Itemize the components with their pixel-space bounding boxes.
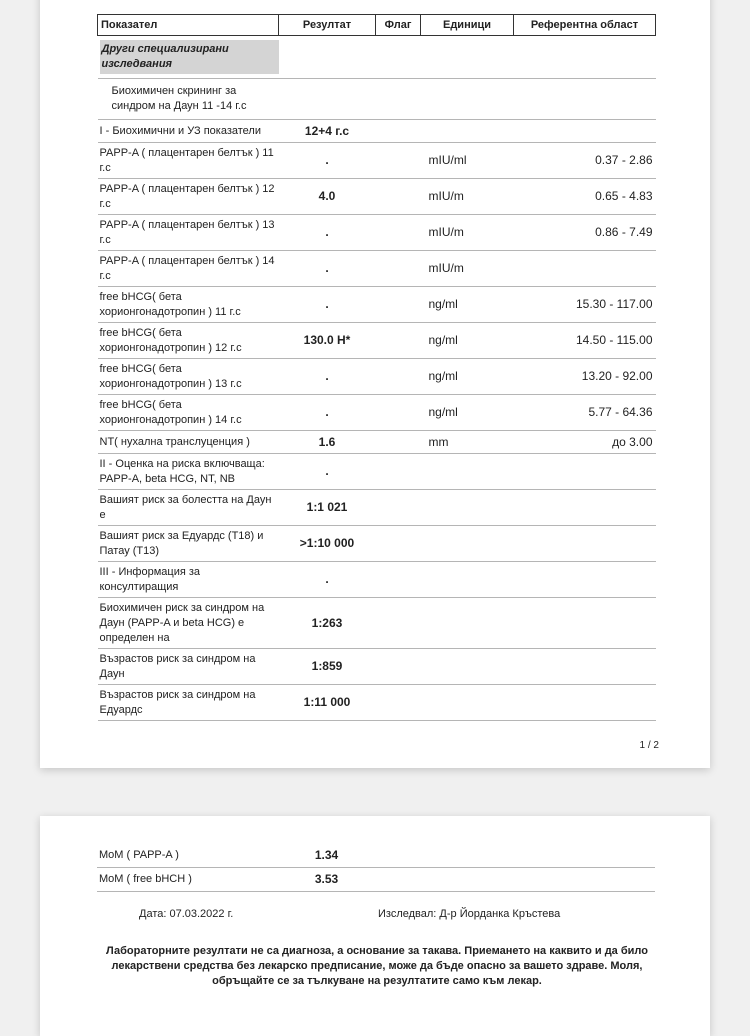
row-unit	[421, 526, 514, 562]
row-name: Възрастов риск за синдром на Едуардс	[98, 685, 279, 721]
row-result: .	[279, 395, 376, 431]
table-row	[98, 431, 656, 454]
row-unit: mm	[421, 431, 514, 454]
row-unit: mIU/m	[421, 179, 514, 215]
row-flag	[376, 143, 421, 179]
row-result: 1:11 000	[279, 685, 376, 721]
row-result: 12+4 г.с	[279, 120, 376, 143]
row-name: PAPP-A ( плацентарен белтък ) 14 г.с	[98, 251, 279, 287]
table-row	[98, 143, 656, 179]
row-reference: 5.77 - 64.36	[514, 395, 656, 431]
subtitle-row	[98, 79, 656, 120]
row-result: 1:1 021	[279, 490, 376, 526]
header-result: Резултат	[279, 15, 376, 36]
row-reference	[514, 526, 656, 562]
row-name: Възрастов риск за синдром на Даун	[98, 649, 279, 685]
row-name: free bHCG( бета хорионгонадотропин ) 11 г.с	[98, 287, 279, 323]
row-result: .	[279, 287, 376, 323]
table-row	[98, 685, 656, 721]
row-unit	[421, 120, 514, 143]
row-unit	[421, 454, 514, 490]
row-result: .	[279, 215, 376, 251]
row-flag	[376, 179, 421, 215]
row-flag	[376, 454, 421, 490]
page-number: 1 / 2	[639, 740, 659, 751]
row-result: 130.0 H*	[279, 323, 376, 359]
row-result: .	[279, 562, 376, 598]
table-row	[98, 454, 656, 490]
table-row	[98, 215, 656, 251]
row-flag	[376, 359, 421, 395]
row-name: Биохимичен риск за синдром на Даун (PAPP-A и beta HCG) е определен на	[98, 598, 279, 649]
row-flag	[376, 562, 421, 598]
row-name: I - Биохимични и УЗ показатели	[98, 120, 279, 143]
row-reference: до 3.00	[514, 431, 656, 454]
header-units: Единици	[421, 15, 514, 36]
section-row	[98, 36, 656, 79]
row-result: .	[279, 143, 376, 179]
row-unit: ng/ml	[421, 323, 514, 359]
row-reference: 15.30 - 117.00	[514, 287, 656, 323]
row-name: III - Информация за консултиращия	[98, 562, 279, 598]
row-result: >1:10 000	[279, 526, 376, 562]
row-flag	[376, 490, 421, 526]
row-flag	[376, 120, 421, 143]
mom-row	[97, 868, 655, 892]
row-flag	[376, 431, 421, 454]
row-unit: ng/ml	[421, 395, 514, 431]
row-flag	[376, 598, 421, 649]
row-unit: mIU/m	[421, 215, 514, 251]
row-unit	[421, 685, 514, 721]
mom-table-wrapper	[97, 844, 654, 892]
table-row	[98, 598, 656, 649]
row-flag	[376, 215, 421, 251]
table-row	[98, 490, 656, 526]
report-date: Дата: 07.03.2022 г.	[139, 908, 234, 920]
header-flag: Флаг	[376, 15, 421, 36]
row-name: PAPP-A ( плацентарен белтък ) 11 г.с	[98, 143, 279, 179]
table-row	[98, 179, 656, 215]
row-result: .	[279, 454, 376, 490]
row-unit: ng/ml	[421, 359, 514, 395]
row-reference	[514, 454, 656, 490]
row-flag	[376, 287, 421, 323]
table-row	[98, 323, 656, 359]
table-row	[98, 287, 656, 323]
row-unit	[421, 562, 514, 598]
row-flag	[376, 395, 421, 431]
row-unit	[421, 490, 514, 526]
row-name: PAPP-A ( плацентарен белтък ) 12 г.с	[98, 179, 279, 215]
header-reference: Референтна област	[514, 15, 656, 36]
row-unit: mIU/m	[421, 251, 514, 287]
row-name: free bHCG( бета хорионгонадотропин ) 12 г.с	[98, 323, 279, 359]
row-unit	[421, 649, 514, 685]
row-name: Вашият риск за болестта на Даун е	[98, 490, 279, 526]
mom-result: 3.53	[278, 868, 375, 892]
mom-name: MoM ( PAPP-A )	[97, 844, 278, 868]
row-reference	[514, 598, 656, 649]
row-reference	[514, 490, 656, 526]
row-reference: 14.50 - 115.00	[514, 323, 656, 359]
row-result: 1:859	[279, 649, 376, 685]
row-name: free bHCG( бета хорионгонадотропин ) 14 г.с	[98, 395, 279, 431]
row-result: 1:263	[279, 598, 376, 649]
row-reference: 0.86 - 7.49	[514, 215, 656, 251]
row-reference	[514, 562, 656, 598]
report-page-1	[40, 0, 710, 768]
row-name: II - Оценка на риска включваща: PAPP-A, beta HCG, NT, NB	[98, 454, 279, 490]
row-unit: ng/ml	[421, 287, 514, 323]
row-flag	[376, 685, 421, 721]
row-flag	[376, 323, 421, 359]
row-result: .	[279, 359, 376, 395]
results-table	[97, 14, 656, 721]
section-title: Други специализирани изследвания	[100, 40, 279, 74]
mom-row	[97, 844, 655, 868]
table-row	[98, 526, 656, 562]
row-name: free bHCG( бета хорионгонадотропин ) 13 г.с	[98, 359, 279, 395]
row-reference	[514, 120, 656, 143]
table-header-row	[98, 15, 656, 36]
row-reference	[514, 251, 656, 287]
row-name: Вашият риск за Едуардс (T18) и Патау (T13)	[98, 526, 279, 562]
row-reference: 0.65 - 4.83	[514, 179, 656, 215]
table-row	[98, 395, 656, 431]
row-result: 4.0	[279, 179, 376, 215]
row-flag	[376, 526, 421, 562]
row-unit: mIU/ml	[421, 143, 514, 179]
table-row	[98, 649, 656, 685]
row-result: .	[279, 251, 376, 287]
row-name: PAPP-A ( плацентарен белтък ) 13 г.с	[98, 215, 279, 251]
row-reference: 13.20 - 92.00	[514, 359, 656, 395]
row-name: NT( нухална транслуценция )	[98, 431, 279, 454]
mom-name: MoM ( free bHCH )	[97, 868, 278, 892]
row-flag	[376, 251, 421, 287]
table-row	[98, 359, 656, 395]
row-result: 1.6	[279, 431, 376, 454]
row-reference	[514, 685, 656, 721]
examiner: Изследвал: Д-р Йорданка Кръстева	[378, 908, 561, 920]
mom-table	[97, 844, 655, 892]
report-page-2	[40, 816, 710, 1036]
row-reference	[514, 649, 656, 685]
header-indicator: Показател	[98, 15, 279, 36]
table-row	[98, 120, 656, 143]
subtitle-text: Биохимичен скрининг за синдром на Даун 11 -14 г.с	[98, 79, 279, 120]
results-table-wrapper	[97, 14, 654, 721]
disclaimer-text: Лабораторните резултати не са диагноза, а основание за такава. Приемането на каквито и да било лекарствени средства без лекарско предписание, може да бъде опасно за вашето здраве. Моля, обръщайте се за тълкуване на резултатите само към лекар.	[106, 945, 648, 987]
table-row	[98, 562, 656, 598]
row-flag	[376, 649, 421, 685]
table-row	[98, 251, 656, 287]
row-reference: 0.37 - 2.86	[514, 143, 656, 179]
mom-result: 1.34	[278, 844, 375, 868]
row-unit	[421, 598, 514, 649]
